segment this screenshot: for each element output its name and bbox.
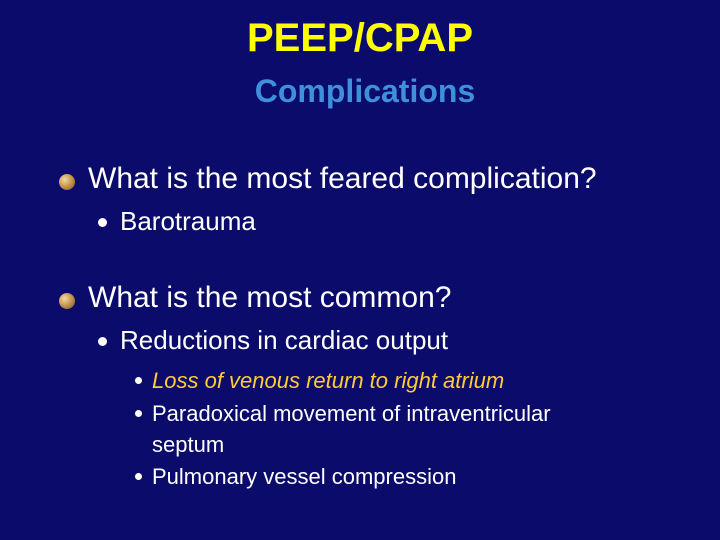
small-dot-bullet-icon [135, 410, 142, 417]
sub-bullet-3 [152, 461, 622, 492]
sub-bullet-2-text: Paradoxical movement of intraventricular septum [152, 401, 551, 457]
bullet-question-1 [88, 162, 597, 197]
dot-bullet-icon [98, 218, 107, 227]
gold-ball-bullet-icon [59, 293, 75, 309]
question-1-text: What is the most feared complication? [88, 162, 597, 195]
question-2-text: What is the most common? [88, 281, 452, 314]
small-dot-bullet-icon [135, 473, 142, 480]
dot-bullet-icon [98, 337, 107, 346]
bullet-question-2 [88, 281, 451, 316]
small-dot-bullet-icon [135, 377, 142, 384]
slide-subtitle: Complications [254, 73, 476, 109]
slide-title: PEEP/CPAP [247, 16, 473, 60]
answer-1-text: Barotrauma [120, 206, 256, 236]
bullet-answer-2 [120, 326, 448, 356]
sub-bullet-2 [152, 398, 622, 460]
sub-bullet-1 [152, 365, 622, 396]
gold-ball-bullet-icon [59, 174, 75, 190]
answer-2-text: Reductions in cardiac output [120, 325, 449, 355]
sub-bullet-1-text: Loss of venous return to right atrium [152, 368, 505, 393]
sub-bullet-3-text: Pulmonary vessel compression [152, 464, 457, 489]
bullet-answer-1 [120, 207, 256, 237]
